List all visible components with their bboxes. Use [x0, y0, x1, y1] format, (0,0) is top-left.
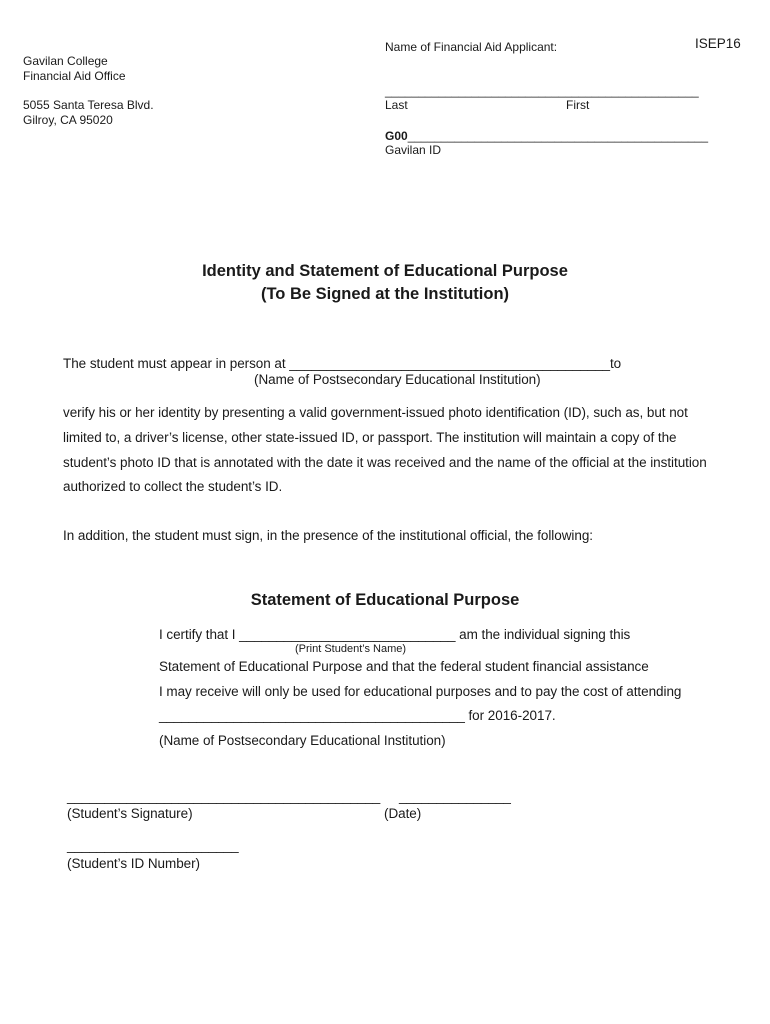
address-line-1: Gavilan College — [23, 54, 108, 68]
first-name-label: First — [566, 98, 590, 112]
statement-heading: Statement of Educational Purpose — [250, 591, 520, 609]
date-label: (Date) — [384, 806, 422, 821]
gavilan-id-field[interactable] — [385, 129, 708, 143]
paragraph-1-line-4: authorized to collect the student’s ID. — [63, 479, 283, 494]
statement-line-2: Statement of Educational Purpose and that the federal student financial assistance — [159, 659, 649, 674]
student-signature-blank[interactable]: __________________________________________ — [67, 789, 381, 804]
gavilan-id-prefix: G00 — [385, 129, 408, 143]
paragraph-1-line-1: verify his or her identity by presenting a valid government-issued photo identification (ID), such as, but not — [63, 405, 688, 420]
statement-line-4[interactable]: _________________________________________ for 2016-2017. — [159, 708, 556, 723]
address-line-2: Financial Aid Office — [23, 69, 126, 83]
applicant-name-blank[interactable]: _______________________________________________ — [385, 84, 699, 98]
institution-name-caption: (Name of Postsecondary Educational Institution) — [254, 372, 541, 387]
certify-line[interactable]: I certify that I _____________________________ am the individual signing this — [159, 627, 631, 642]
address-line-3: 5055 Santa Teresa Blvd. — [23, 98, 154, 112]
paragraph-1-line-2: limited to, a driver’s license, other state-issued ID, or passport. The institution will maintain a copy of the — [63, 430, 677, 445]
gavilan-id-blank: _____________________________________________ — [407, 129, 709, 143]
last-name-label: Last — [385, 98, 408, 112]
document-title: Identity and Statement of Educational Purpose — [202, 262, 568, 280]
document-subtitle: (To Be Signed at the Institution) — [260, 285, 510, 303]
address-line-4: Gilroy, CA 95020 — [23, 113, 113, 127]
applicant-name-label: Name of Financial Aid Applicant: — [385, 40, 558, 54]
statement-line-5: (Name of Postsecondary Educational Institution) — [159, 733, 446, 748]
student-id-blank[interactable]: _______________________ — [67, 838, 239, 853]
appear-in-person-line: The student must appear in person at ___________________________________________to — [63, 356, 622, 371]
student-signature-label: (Student’s Signature) — [67, 806, 193, 821]
print-name-caption: (Print Student’s Name) — [295, 643, 407, 655]
date-blank[interactable]: _______________ — [399, 789, 511, 804]
student-id-label: (Student’s ID Number) — [67, 856, 201, 871]
form-code: ISEP16 — [695, 36, 741, 51]
gavilan-id-label: Gavilan ID — [385, 143, 442, 157]
paragraph-2: In addition, the student must sign, in the presence of the institutional official, the following: — [63, 528, 593, 543]
statement-line-3: I may receive will only be used for educational purposes and to pay the cost of attending — [159, 684, 682, 699]
paragraph-1-line-3: student’s photo ID that is annotated with the date it was received and the name of the official at the institution — [63, 455, 707, 470]
